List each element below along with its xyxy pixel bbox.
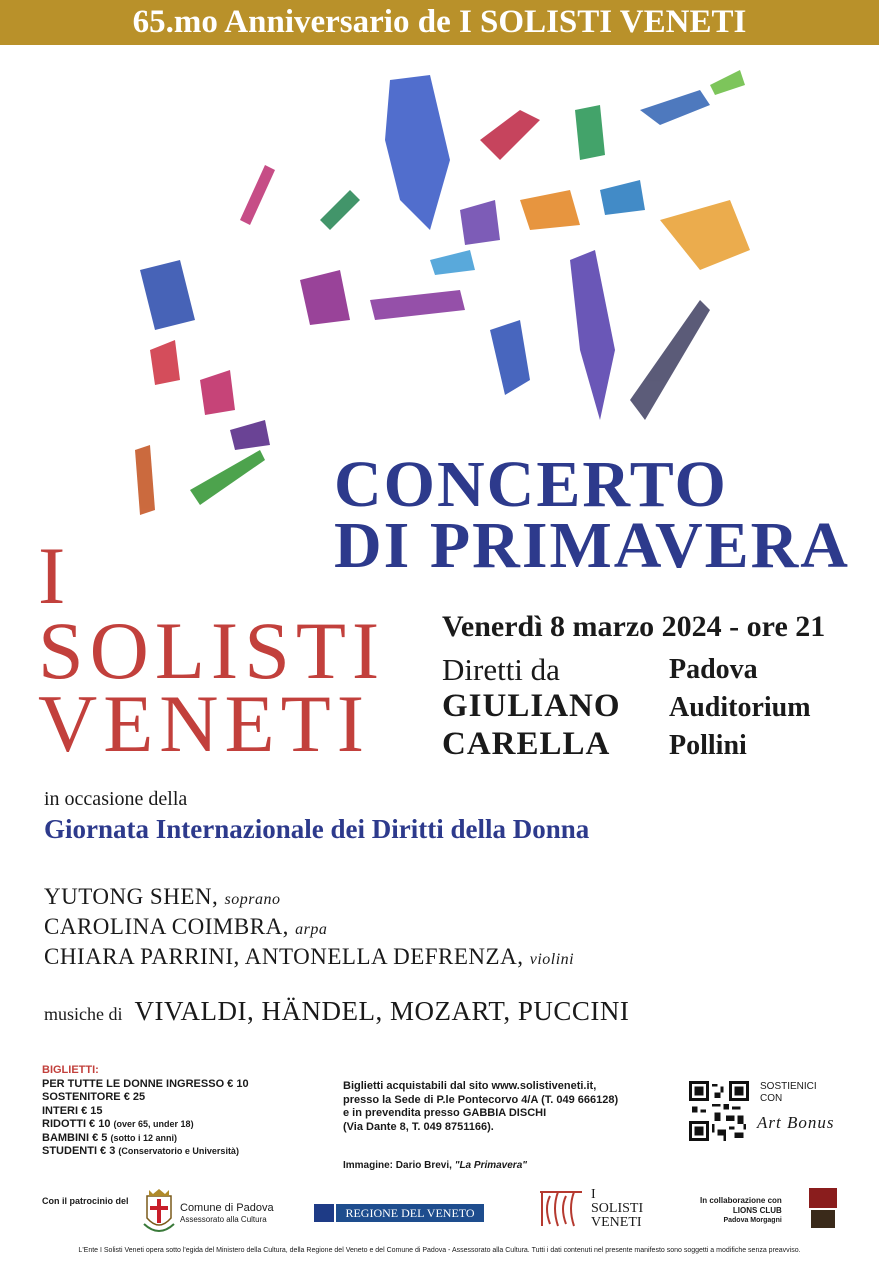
performer-name: CAROLINA COIMBRA,: [44, 914, 289, 939]
qr-code[interactable]: [689, 1081, 749, 1141]
venue-name-line-2: Pollini: [669, 730, 747, 761]
performer: [44, 944, 574, 970]
ticket-line: SOSTENITORE € 25: [42, 1091, 146, 1103]
venue-name-line-1: Auditorium: [669, 692, 811, 723]
patronage-label: Con il patrocinio del: [42, 1196, 129, 1206]
venue-city: Padova: [669, 654, 758, 685]
performer: [44, 884, 280, 910]
veneto-lion-icon: [314, 1204, 334, 1222]
music-program: [44, 996, 629, 1027]
lions-club-emblem-icon: [811, 1210, 835, 1228]
performer-name: CHIARA PARRINI, ANTONELLA DEFRENZA,: [44, 944, 524, 969]
occasion-name: Giornata Internazionale dei Diritti della Donna: [44, 814, 590, 844]
footer-disclaimer: L'Ente I Solisti Veneti opera sotto l'egida del Ministero della Cultura, della Regione del Veneto e del Comune di Padova - Assessorato alla Cultura. Tutti i dati contenuti nel presente manifesto sono soggetti a modifiche senza preavviso.: [78, 1247, 801, 1254]
occasion-intro: in occasione della: [44, 788, 188, 810]
lions-club-logo-icon: [809, 1188, 837, 1208]
collaboration-label: In collaborazione con LIONS CLUB Padova Morgagni: [700, 1196, 782, 1224]
performer-role: soprano: [224, 891, 281, 908]
art-bonus-logo[interactable]: Art Bonus: [757, 1113, 835, 1132]
ensemble-name-line-2: SOLISTI: [38, 605, 386, 696]
performer-role: arpa: [295, 921, 328, 938]
event-datetime: Venerdì 8 marzo 2024 - ore 21: [442, 610, 826, 643]
conductor-last-name: CARELLA: [442, 726, 611, 762]
ensemble-name-line-1: I: [38, 530, 72, 621]
music-label: musiche di: [44, 1004, 123, 1024]
purchase-info: [343, 1080, 663, 1134]
purchase-line: (Via Dante 8, T. 049 8751166).: [343, 1120, 494, 1133]
purchase-line: e in prevendita presso GABBIA DISCHI: [343, 1107, 547, 1119]
ticket-line: STUDENTI € 3 (Conservatorio e Università): [42, 1145, 239, 1157]
image-credit-label: Immagine: Dario Brevi,: [343, 1160, 455, 1171]
performer: [44, 914, 327, 940]
purchase-line: Biglietti acquistabili dal sito www.solistiveneti.it,: [343, 1080, 597, 1092]
padova-crest-icon: [141, 1188, 177, 1238]
performer-name: YUTONG SHEN,: [44, 884, 219, 909]
image-credit: [343, 1160, 527, 1171]
solisti-veneti-logo-icon: [538, 1188, 584, 1230]
conductor-first-name: GIULIANO: [442, 688, 621, 724]
ticket-line: RIDOTTI € 10 (over 65, under 18): [42, 1118, 194, 1130]
performer-role: violini: [529, 951, 575, 968]
anniversary-banner: 65.mo Anniversario de I SOLISTI VENETI: [0, 0, 879, 45]
ensemble-name-line-3: VENETI: [38, 678, 371, 769]
ticket-prices: [42, 1064, 249, 1159]
directed-by-label: Diretti da: [442, 652, 560, 687]
composer-list: VIVALDI, HÄNDEL, MOZART, PUCCINI: [134, 996, 630, 1026]
concert-title-line-2: DI PRIMAVERA: [334, 509, 850, 582]
ticket-line: INTERI € 15: [42, 1104, 103, 1117]
padova-municipality-logo: Comune di Padova Assessorato alla Cultura: [180, 1202, 274, 1224]
image-credit-title: "La Primavera": [454, 1160, 528, 1171]
concert-title-line-1: CONCERTO: [334, 448, 728, 521]
support-label: SOSTIENICI CON: [760, 1081, 817, 1104]
tickets-heading: BIGLIETTI:: [42, 1064, 99, 1076]
regione-veneto-logo: REGIONE DEL VENETO: [336, 1204, 484, 1222]
solisti-veneti-logo-text: I SOLISTI VENETI: [591, 1187, 644, 1230]
ticket-line: BAMBINI € 5 (sotto i 12 anni): [42, 1131, 177, 1144]
ticket-line: PER TUTTE LE DONNE INGRESSO € 10: [42, 1077, 249, 1090]
purchase-line: presso la Sede di P.le Pontecorvo 4/A (T. 049 666128): [343, 1093, 619, 1106]
